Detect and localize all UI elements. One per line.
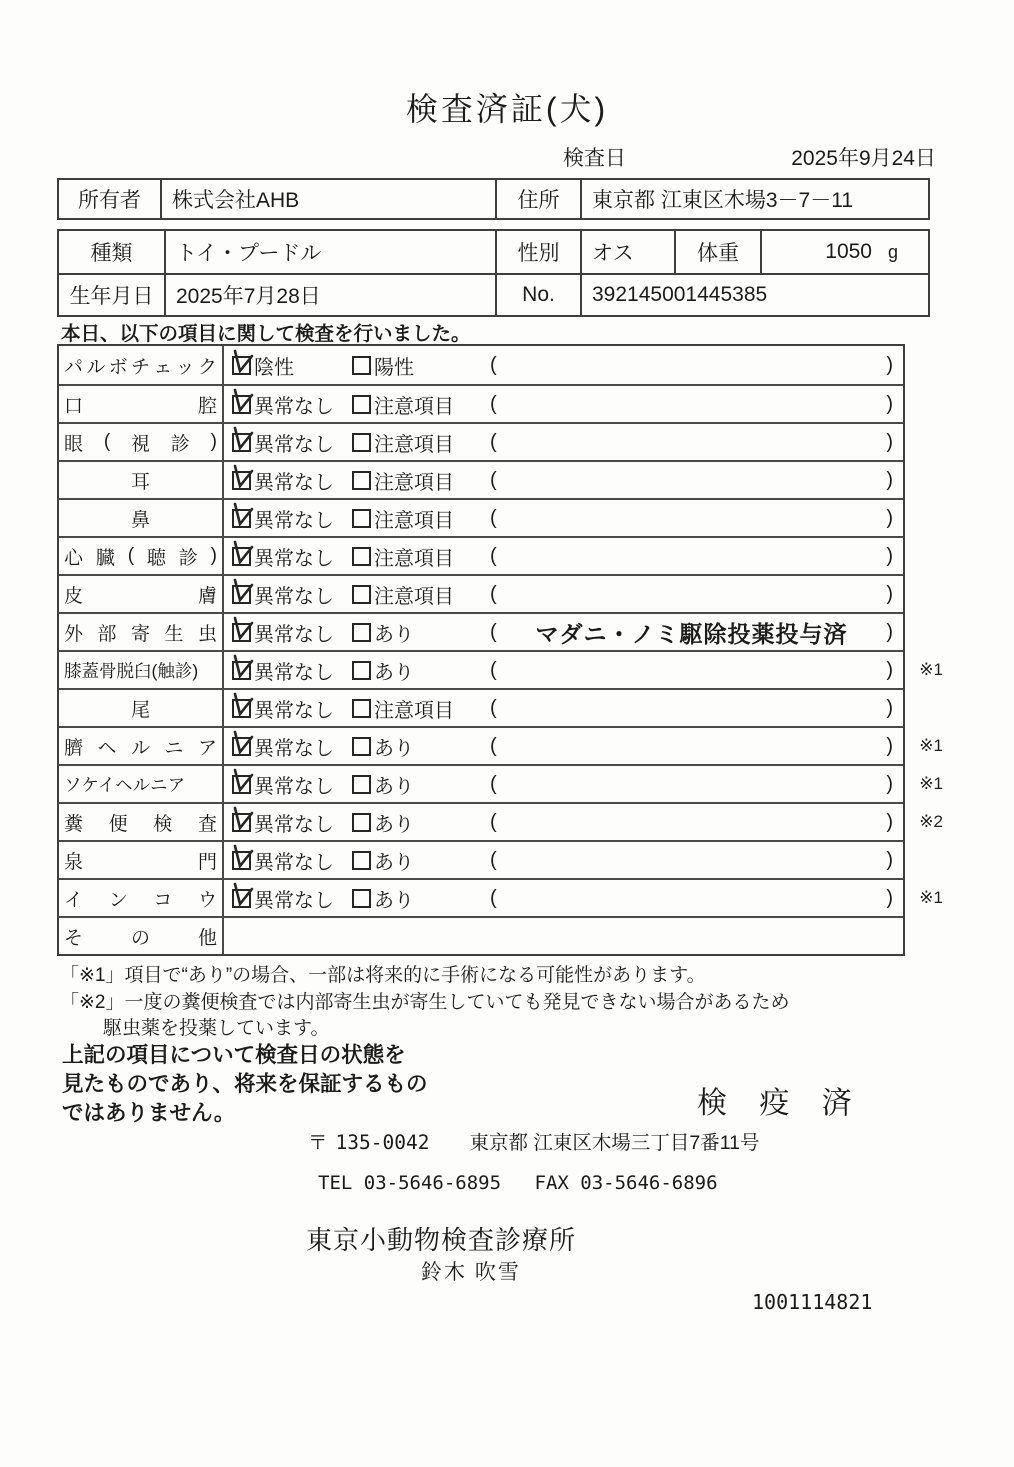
item-label-char: 寄 [130,623,150,645]
checkbox-option [232,390,352,419]
close-paren: ) [886,620,893,643]
checklist-row [59,840,903,878]
checkbox-label: 異常なし [254,699,334,722]
checklist-row [59,574,903,612]
checkbox-label: 異常なし [254,623,334,646]
remarks-field [490,354,903,377]
item-label-char: ッ [175,356,195,378]
item-label-char: ソケイヘルニア [64,774,186,795]
remarks-field [490,697,903,720]
inspection-date-row [563,146,936,172]
inspection-date-label: 検査日 [563,147,626,170]
checklist-row-body [224,766,903,802]
remarks-field [490,735,903,758]
remarks-field [490,583,903,606]
checkbox-unchecked-icon [352,775,371,794]
item-label-char: 検 [153,813,173,835]
sex-label: 性別 [495,231,580,273]
open-paren: ( [490,582,497,605]
checklist-row-body [224,538,903,574]
checkbox-option [232,656,352,685]
checkbox-unchecked-icon [352,585,371,604]
checklist-table [57,344,943,956]
item-label-char: 腔 [197,395,217,417]
checklist-row-body [224,346,903,384]
item-label-char: 他 [197,927,217,949]
checkbox-unchecked-icon [352,395,371,414]
microchip-no-label: No. [495,275,580,315]
remarks-field [490,431,903,454]
close-paren: ) [886,506,893,529]
checkbox-option [232,542,352,571]
checkbox-checked-icon [232,775,251,794]
item-label-char: 便 [108,813,128,835]
checkbox-option [352,770,490,799]
open-paren: ( [490,468,497,491]
item-label-char: コ [153,889,173,911]
checklist-row [59,498,903,536]
remarks-field [490,887,903,910]
pet-row-1 [59,231,928,273]
birthdate-value: 2025年7月28日 [164,275,495,315]
checkbox-unchecked-icon [352,547,371,566]
checklist-row-body [224,614,903,650]
checklist-item-label [59,538,224,574]
checkbox-checked-icon [232,356,251,375]
open-paren: ( [490,810,497,833]
checkbox-option [352,466,490,495]
fax-label: FAX [534,1172,569,1194]
item-label-char: 耳 [130,471,150,493]
open-paren: ( [490,544,497,567]
item-label-char: 臓 [95,547,115,569]
checkbox-unchecked-icon [352,699,371,718]
remarks-field [490,616,903,649]
remarks-field [490,659,903,682]
checklist-row-body [224,500,903,536]
checklist-row [59,726,943,764]
disclaimer-line3: ではありません。 [62,1101,236,1125]
checkbox-checked-icon [232,585,251,604]
item-label-char: イ [64,889,84,911]
checklist-item-label [59,728,224,764]
checklist-row [59,802,943,840]
open-paren: ( [490,734,497,757]
remarks-field [490,773,903,796]
checkbox-unchecked-icon [352,509,371,528]
checkbox-label: あり [374,737,414,760]
item-label-char: 診 [178,547,198,569]
item-label-char: ニ [164,737,184,759]
close-paren: ) [886,810,893,833]
checklist-row [59,916,903,954]
weight-unit: g [887,241,898,262]
owner-address-value: 東京都 江東区木場3－7－11 [580,180,928,218]
checkbox-label: 異常なし [254,585,334,608]
postal-mark-icon: 〒 [308,1132,328,1154]
weight-value [760,231,928,273]
open-paren: ( [490,353,497,376]
remarks-field [490,469,903,492]
veterinarian-name: 鈴木 吹雪 [421,1261,521,1284]
item-label-char: ウ [197,889,217,911]
checklist-row [59,878,943,916]
owner-label: 所有者 [78,189,141,212]
checkbox-label: 異常なし [254,851,334,874]
checklist-item-label [59,500,224,536]
owner-name: 株式会社AHB [160,180,495,218]
tel-number: 03-5646-6895 [363,1172,502,1194]
close-paren: ) [886,353,893,376]
checkbox-unchecked-icon [352,889,371,908]
remarks-field [490,545,903,568]
checklist-row-body [224,918,903,954]
postal-code: 135-0042 [335,1131,430,1154]
checkbox-label: あり [374,623,414,646]
item-label-char: 視 [130,433,150,455]
quarantine-passed-stamp: 検 疫 済 [697,1087,864,1120]
checkbox-option [352,618,490,647]
remarks-field [490,811,903,834]
checklist-item-label [59,386,224,422]
item-label-char: 聴 [146,547,166,569]
checkbox-option [232,351,352,380]
checkbox-checked-icon [232,699,251,718]
checkbox-unchecked-icon [352,813,371,832]
checkbox-checked-icon [232,471,251,490]
checkbox-label: 注意項目 [374,699,454,722]
close-paren: ) [886,582,893,605]
checklist-row-body [224,386,903,422]
sex-value: オス [580,231,674,273]
checkbox-unchecked-icon [352,471,371,490]
checkbox-unchecked-icon [352,433,371,452]
checkbox-option [232,580,352,609]
item-label-char: 膝蓋骨脱臼(触診) [64,660,199,681]
checkbox-label: 注意項目 [374,471,454,494]
checkbox-checked-icon [232,851,251,870]
checklist-row [59,764,943,802]
checklist-row [59,422,903,460]
item-label-char: 糞 [64,813,84,835]
checklist-item-label [59,462,224,498]
checkbox-option [232,884,352,913]
checkbox-checked-icon [232,737,251,756]
item-label-char: 口 [64,395,84,417]
close-paren: ) [886,772,893,795]
checkbox-option [232,808,352,837]
checklist-row [59,346,903,384]
footnote-2-line1: 「※2」一度の糞便検査では内部寄生虫が寄生していても発見できない場合があるため [60,992,790,1013]
footnote-ref: ※2 [919,812,943,831]
item-label-char: チ [130,356,150,378]
open-paren: ( [490,696,497,719]
checkbox-unchecked-icon [352,851,371,870]
close-paren: ) [886,886,893,909]
fax-number: 03-5646-6896 [580,1172,718,1194]
checklist-row [59,688,903,726]
checkbox-label: 陽性 [374,356,414,379]
footnote-ref: ※1 [919,888,943,907]
checklist-row-body [224,842,903,878]
checkbox-unchecked-icon [352,661,371,680]
checkbox-checked-icon [232,813,251,832]
close-paren: ) [886,544,893,567]
checkbox-checked-icon [232,433,251,452]
checkbox-checked-icon [232,889,251,908]
item-label-char: 門 [197,851,217,873]
remarks-field [490,507,903,530]
item-label-char: の [130,927,150,949]
checklist-row-body [224,576,903,612]
checkbox-checked-icon [232,661,251,680]
open-paren: ( [490,848,497,871]
checkbox-option [352,846,490,875]
remarks-field [490,393,903,416]
checkbox-unchecked-icon [352,356,371,375]
item-label-char: ク [197,356,217,378]
checklist-item-label [59,690,224,726]
open-paren: ( [490,392,497,415]
close-paren: ) [886,468,893,491]
item-label-char: 生 [164,623,184,645]
item-label-char: 虫 [197,623,217,645]
checkbox-label: 注意項目 [374,509,454,532]
checklist-row-body [224,462,903,498]
birthdate-label: 生年月日 [69,285,154,308]
checkbox-label: 異常なし [254,395,334,418]
microchip-no-value: 392145001445385 [580,275,928,315]
checklist-item-label [59,576,224,612]
checkbox-option [352,580,490,609]
open-paren: ( [490,658,497,681]
item-label-char: 膚 [197,585,217,607]
clinic-postal-line [308,1127,759,1155]
close-paren: ) [886,696,893,719]
checklist-item-label [59,766,224,802]
checklist-item-label [59,652,224,688]
item-label-char: ) [210,431,217,452]
checklist-row [59,460,903,498]
checkbox-label: 注意項目 [374,585,454,608]
open-paren: ( [490,620,497,643]
checklist-row-body [224,652,903,688]
checkbox-option [232,466,352,495]
item-label-char: 皮 [64,585,84,607]
item-label-char: ボ [108,356,128,378]
checkbox-option [352,884,490,913]
checkbox-option [352,428,490,457]
item-label-char: 臍 [64,737,84,759]
pet-info-table [57,229,930,317]
checklist-item-label [59,880,224,916]
close-paren: ) [886,430,893,453]
footnote-ref: ※1 [919,660,943,679]
disclaimer-line2: 見たものであり、将来を保証するもの [62,1072,428,1096]
checkbox-label: あり [374,775,414,798]
item-label-char: 泉 [64,851,84,873]
intro-text: 本日、以下の項目に関して検査を行いました。 [61,323,471,345]
checkbox-label: 異常なし [254,813,334,836]
open-paren: ( [490,430,497,453]
checkbox-label: 注意項目 [374,395,454,418]
item-label-char: 外 [64,623,84,645]
checklist-row [59,384,903,422]
item-label-char: ル [130,737,150,759]
checkbox-option [352,656,490,685]
footnote-ref: ※1 [919,774,943,793]
checklist-item-label [59,842,224,878]
owner-address-label: 住所 [495,180,580,218]
checkbox-checked-icon [232,395,251,414]
item-label-char: 心 [64,547,84,569]
close-paren: ) [886,734,893,757]
checklist-row-body [224,728,903,764]
footnote-1: 「※1」項目で“あり”の場合、一部は将来的に手術になる可能性があります。 [60,965,706,986]
checkbox-option [352,732,490,761]
checkbox-checked-icon [232,509,251,528]
document-serial-number: 1001114821 [752,1290,873,1314]
weight-number: 1050 [825,240,872,263]
checkbox-option [232,428,352,457]
checkbox-label: 異常なし [254,547,334,570]
item-label-char: ル [86,356,106,378]
item-label-char: 査 [197,813,217,835]
checkbox-unchecked-icon [352,623,371,642]
checkbox-option [232,846,352,875]
checkbox-option [232,694,352,723]
item-label-char: ( [103,431,111,452]
clinic-address: 東京都 江東区木場三丁目7番11号 [469,1132,760,1154]
checkbox-label: 異常なし [254,661,334,684]
item-label-char: 尾 [130,699,150,721]
checkbox-label: あり [374,889,414,912]
checkbox-unchecked-icon [352,737,371,756]
close-paren: ) [886,658,893,681]
checklist-row-body [224,880,903,916]
checkbox-option [352,808,490,837]
checkbox-option [352,694,490,723]
checkbox-label: 異常なし [254,471,334,494]
remarks-field [490,849,903,872]
checklist-item-label [59,614,224,650]
checkbox-label: 異常なし [254,737,334,760]
pet-row-2 [59,273,928,315]
checklist-item-label [59,424,224,460]
checkbox-label: 異常なし [254,433,334,456]
breed-label: 種類 [90,242,133,265]
checklist-item-label [59,918,224,954]
checklist-item-label [59,346,224,384]
checklist-row-body [224,424,903,460]
checkbox-label: 陰性 [254,356,294,379]
item-label-char: ア [197,737,217,759]
page-title: 検査済証(犬) [405,91,609,127]
item-label-char: ( [127,545,135,566]
remarks-text: マダニ・ノミ駆除投薬投与済 [535,620,848,647]
checkbox-option [232,732,352,761]
checkbox-label: 異常なし [254,509,334,532]
owner-row [59,180,928,218]
checkbox-option [232,618,352,647]
item-label-char: 眼 [64,433,84,455]
checkbox-label: あり [374,851,414,874]
open-paren: ( [490,506,497,529]
close-paren: ) [886,392,893,415]
item-label-char: 部 [97,623,117,645]
breed-value: トイ・プードル [164,231,495,273]
disclaimer-text [62,1041,428,1128]
clinic-telfax-line [318,1172,718,1194]
clinic-name: 東京小動物検査診療所 [306,1225,577,1255]
item-label-char: ェ [153,356,173,378]
checklist-row [59,536,903,574]
open-paren: ( [490,772,497,795]
item-label-char: 診 [170,433,190,455]
item-label-char: そ [64,927,84,949]
checkbox-option [352,351,490,380]
owner-table [57,178,930,220]
footnote-2-line2: 駆虫薬を投薬しています。 [103,1018,330,1039]
checklist-item-label [59,804,224,840]
checkbox-checked-icon [232,623,251,642]
weight-label: 体重 [674,231,760,273]
checkbox-label: 異常なし [254,889,334,912]
checkbox-label: あり [374,661,414,684]
tel-label: TEL [318,1172,353,1194]
checkbox-checked-icon [232,547,251,566]
close-paren: ) [886,848,893,871]
open-paren: ( [490,886,497,909]
item-label-char: 鼻 [130,509,150,531]
checklist-row [59,612,903,650]
footnote-ref: ※1 [919,736,943,755]
item-label-char: ン [108,889,128,911]
checkbox-option [232,504,352,533]
checkbox-label: 注意項目 [374,433,454,456]
item-label-char: パ [64,356,84,378]
checklist-row-body [224,690,903,726]
item-label-char: ) [210,545,217,566]
checkbox-option [352,542,490,571]
checklist-row-body [224,804,903,840]
checkbox-option [232,770,352,799]
checkbox-option [352,390,490,419]
checklist-row [59,650,943,688]
checkbox-label: 注意項目 [374,547,454,570]
checkbox-option [352,504,490,533]
item-label-char: ヘ [97,737,117,759]
inspection-date-value: 2025年9月24日 [791,147,936,170]
checkbox-label: あり [374,813,414,836]
checkbox-label: 異常なし [254,775,334,798]
disclaimer-line1: 上記の項目について検査日の状態を [62,1043,406,1067]
